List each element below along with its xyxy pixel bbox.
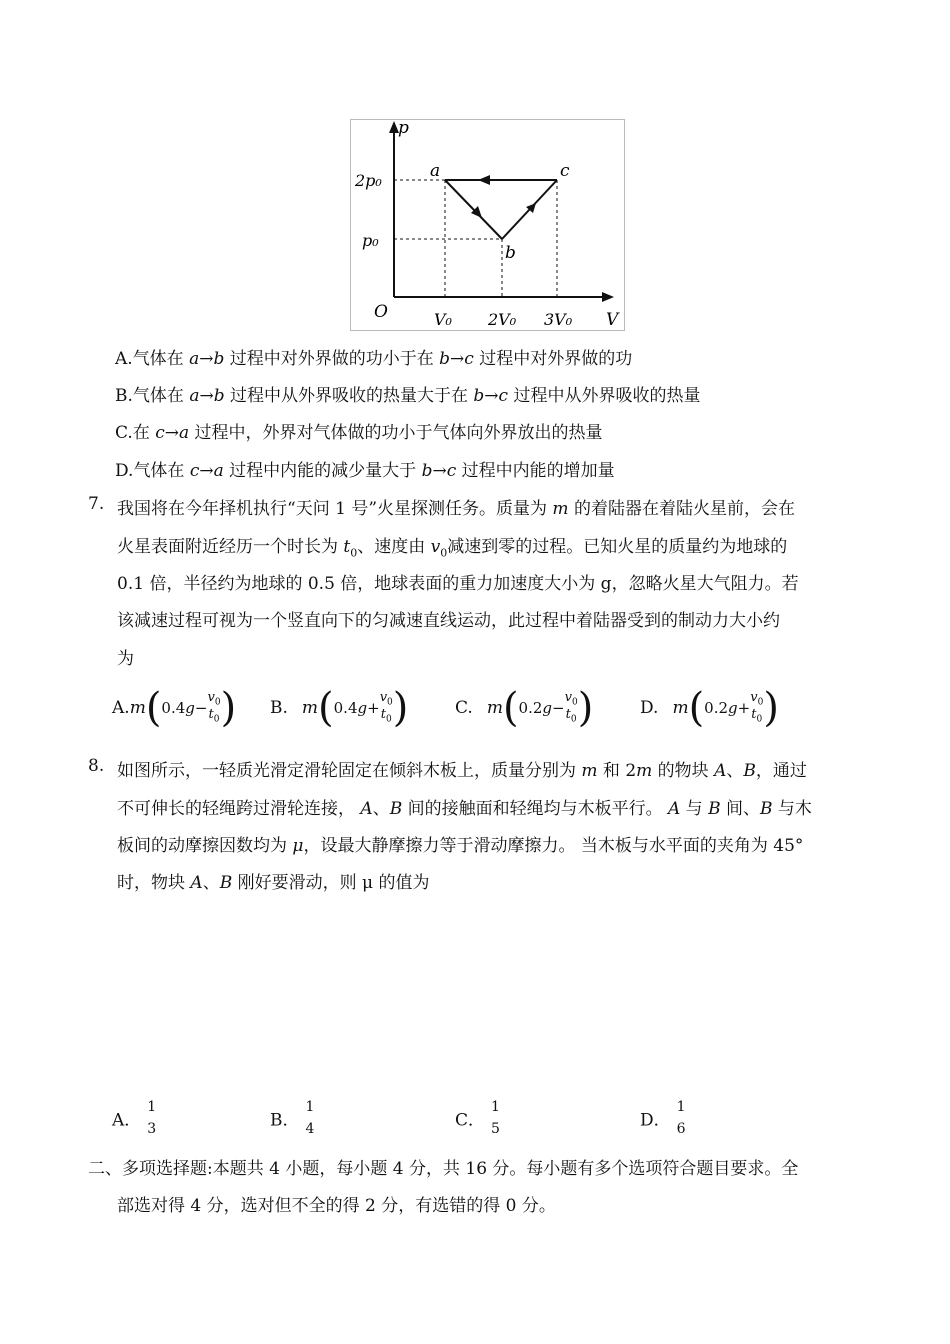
q6-option-d: D.气体在 c→a 过程中内能的减少量大于 b→c 过程中内能的增加量 xyxy=(115,461,615,481)
v-axis-label: V xyxy=(606,310,619,330)
q7-option-a: A.m(0.4g− $v_0$ $t_0$ ) xyxy=(112,685,237,731)
q7-line-5: 为 xyxy=(117,649,134,669)
q8-option-d: D． 1 6 xyxy=(640,1099,686,1137)
tick-v0: V₀ xyxy=(434,310,452,329)
tick-2v0: 2V₀ xyxy=(488,310,517,329)
q8-line-4: 时，物块 A、B 刚好要滑动，则 μ 的值为 xyxy=(117,873,430,893)
q6-option-b: B.气体在 a→b 过程中从外界吸收的热量大于在 b→c 过程中从外界吸收的热量 xyxy=(115,386,701,406)
section2-line-2: 部选对得 4 分，选对但不全的得 2 分，有选错的得 0 分。 xyxy=(117,1196,556,1216)
q8-line-2: 不可伸长的轻绳跨过滑轮连接， A、B 间的接触面和轻绳均与木板平行。 A 与 B 间、B 与木 xyxy=(117,799,812,819)
point-c-label: c xyxy=(560,161,570,181)
path-a-b xyxy=(445,180,502,239)
tick-p0: p₀ xyxy=(362,231,379,250)
v-axis-arrow xyxy=(602,292,614,302)
section2-line-1: 二、多项选择题:本题共 4 小题，每小题 4 分，共 16 分。每小题有多个选项符合题目要求。全 xyxy=(88,1159,799,1179)
q7-line-1: 我国将在今年择机执行“天问 1 号”火星探测任务。质量为 m 的着陆器在着陆火星前，会在 xyxy=(117,499,795,519)
q7-option-b: B. m(0.4g+ $v_0$ $t_0$ ) xyxy=(270,685,409,731)
q8-number: 8. xyxy=(88,756,105,776)
tick-3v0: 3V₀ xyxy=(544,310,573,329)
p-axis-label: p xyxy=(398,119,409,138)
q7-line-3: 0.1 倍，半径约为地球的 0.5 倍，地球表面的重力加速度大小为 g，忽略火星大气阻力。若 xyxy=(117,574,799,594)
q6-option-c: C.在 c→a 过程中，外界对气体做的功小于气体向外界放出的热量 xyxy=(115,423,603,443)
pv-diagram-svg xyxy=(350,119,625,331)
q6-option-a: A.气体在 a→b 过程中对外界做的功小于在 b→c 过程中对外界做的功 xyxy=(115,349,633,369)
q7-number: 7. xyxy=(88,494,105,514)
arrow-c-a xyxy=(478,175,490,185)
q8-option-c: C． 1 5 xyxy=(455,1099,500,1137)
q8-line-1: 如图所示，一轻质光滑定滑轮固定在倾斜木板上，质量分别为 m 和 2m 的物块 A、B，通过 xyxy=(117,761,807,781)
q7-option-d: D. m(0.2g+ $v_0$ $t_0$ ) xyxy=(640,685,779,731)
origin-label: O xyxy=(374,302,388,322)
point-a-label: a xyxy=(430,161,441,181)
q7-option-c: C. m(0.2g− $v_0$ $t_0$ ) xyxy=(455,685,594,731)
point-b-label: b xyxy=(505,243,516,263)
pv-diagram xyxy=(350,119,625,331)
q7-line-2: 火星表面附近经历一个时长为 $t_0$、速度由 $v_0$减速到零的过程。已知火星的质量约为地球的 xyxy=(117,537,788,560)
tick-2p0: 2p₀ xyxy=(355,171,382,190)
q8-option-b: B． 1 4 xyxy=(270,1099,315,1137)
q8-line-3: 板间的动摩擦因数均为 μ，设最大静摩擦力等于滑动摩擦力。 当木板与水平面的夹角为 45° xyxy=(117,836,804,856)
q8-option-a: A． 1 3 xyxy=(112,1099,157,1137)
q7-line-4: 该减速过程可视为一个竖直向下的匀减速直线运动，此过程中着陆器受到的制动力大小约 xyxy=(117,611,780,631)
